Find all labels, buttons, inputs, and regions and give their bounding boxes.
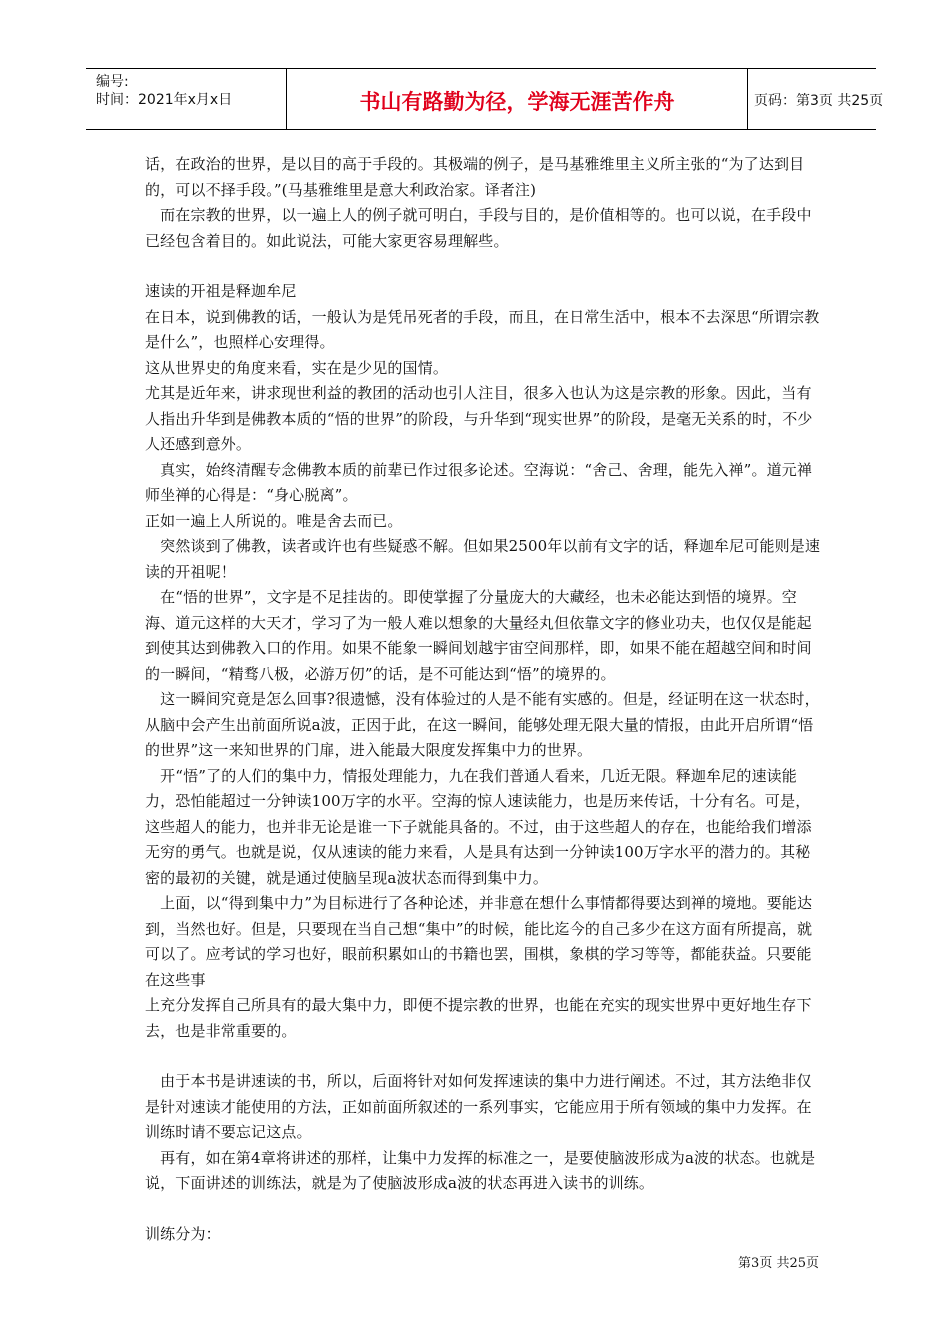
footer-page-number: 第3页 共25页 bbox=[738, 1256, 819, 1271]
paragraph: 在“悟的世界”，文字是不足挂齿的。即使掌握了分量庞大的大藏经，也未必能达到悟的境界。空海、道元这样的大天才，学习了为一般人难以想象的大量经丸但依靠文字的修业功夫，也仅仅是能起到使其达到佛教入口的作用。如果不能象一瞬间划越宇宙空间那样，即，如果不能在超越空间和时间的一瞬间，“精骛八极，必游万仞”的话，是不可能达到“悟”的境界的。 bbox=[145, 588, 812, 683]
paragraph: 而在宗教的世界，以一遍上人的例子就可明白，手段与目的，是价值相等的。也可以说，在手段中已经包含着目的。如此说法，可能大家更容易理解些。 bbox=[145, 206, 812, 250]
paragraph: 正如一遍上人所说的。唯是舍去而已。 bbox=[145, 511, 403, 530]
paragraph: 话，在政治的世界，是以目的高于手段的。其极端的例子，是马基雅维里主义所主张的“为了达到目的，可以不择手段。”(马基雅维里是意大利政治家。译者注) bbox=[145, 155, 805, 199]
paragraph: 由于本书是讲速读的书，所以，后面将针对如何发挥速读的集中力进行阐述。不过，其方法绝非仅是针对速读才能使用的方法，正如前面所叙述的一系列事实，它能应用于所有领域的集中力发挥。在训练时请不要忘记这点。 bbox=[145, 1072, 812, 1141]
paragraph: 这一瞬间究竟是怎么回事?很遗憾，没有体验过的人是不能有实感的。但是，经证明在这一状态时，从脑中会产生出前面所说a波，正因于此，在这一瞬间，能够处理无限大量的情报，由此开启所谓“悟的世界”这一来知世界的门扉，进入能最大限度发挥集中力的世界。 bbox=[145, 690, 820, 759]
paragraph: 真实，始终清醒专念佛教本质的前辈已作过很多论述。空海说：“舍己、舍理，能先入禅”。道元禅师坐禅的心得是：“身心脱离”。 bbox=[145, 460, 813, 504]
paragraph: 在日本，说到佛教的话，一般认为是凭吊死者的手段，而且，在日常生活中，根本不去深思“所谓宗教是什么”，也照样心安理得。 bbox=[145, 307, 820, 351]
paragraph: 训练分为： bbox=[145, 1224, 221, 1243]
header-page-number: 页码：第3页 共25页 bbox=[754, 93, 884, 109]
header-motto: 书山有路勤为径，学海无涯苦作舟 bbox=[359, 90, 675, 114]
serial-number-label: 编号: bbox=[96, 74, 129, 90]
paragraph: 上面，以“得到集中力”为目标进行了各种论述，并非意在想什么事情都得要达到禅的境地。要能达到，当然也好。但是，只要现在当自己想“集中”的时候，能比迄今的自己多少在这方面有所提高，就可以了。应考试的学习也好，眼前积累如山的书籍也罢，围棋，象棋的学习等等，都能获益。只要能在这些事 bbox=[145, 894, 813, 989]
header-table bbox=[86, 68, 884, 130]
paragraph: 再有，如在第4章将讲述的那样，让集中力发挥的标准之一，是要使脑波形成为a波的状态。也就是说，下面讲述的训练法，就是为了使脑波形成a波的状态再进入读书的训练。 bbox=[145, 1148, 816, 1192]
header-page-cell bbox=[747, 69, 884, 129]
section-heading: 速读的开祖是释迦牟尼 bbox=[145, 282, 297, 300]
header-motto-cell bbox=[286, 69, 748, 129]
paragraph: 突然谈到了佛教，读者或许也有些疑惑不解。但如果2500年以前有文字的话，释迦牟尼可能则是速读的开祖呢！ bbox=[145, 537, 821, 581]
paragraph: 上充分发挥自己所具有的最大集中力，即便不提宗教的世界，也能在充实的现实世界中更好地生存下去，也是非常重要的。 bbox=[145, 996, 812, 1040]
paragraph: 尤其是近年来，讲求现世利益的教团的活动也引人注目，很多入也认为这是宗教的形象。因此，当有人指出升华到是佛教本质的“悟的世界”的阶段，与升华到“现实世界”的阶段，是毫无关系的时，不少人还感到意外。 bbox=[145, 384, 813, 453]
paragraph: 开“悟”了的人们的集中力，情报处理能力，九在我们普通人看来，几近无限。释迦牟尼的速读能力，恐怕能超过一分钟读100万字的水平。空海的惊人速读能力，也是历来传话，十分有名。可是，这些超人的能力，也并非无论是谁一下子就能具备的。不过，由于这些超人的存在，也能给我们增添无穷的勇气。也就是说，仅从速读的能力来看，人是具有达到一分钟读100万字水平的潜力的。其秘密的最初的关键，就是通过使脑呈现a波状态而得到集中力。 bbox=[145, 766, 812, 887]
header-meta-cell bbox=[86, 69, 286, 129]
body-text bbox=[145, 152, 825, 1247]
paragraph: 这从世界史的角度来看，实在是少见的国情。 bbox=[145, 358, 449, 377]
header-date: 时间：2021年x月x日 bbox=[96, 92, 233, 108]
